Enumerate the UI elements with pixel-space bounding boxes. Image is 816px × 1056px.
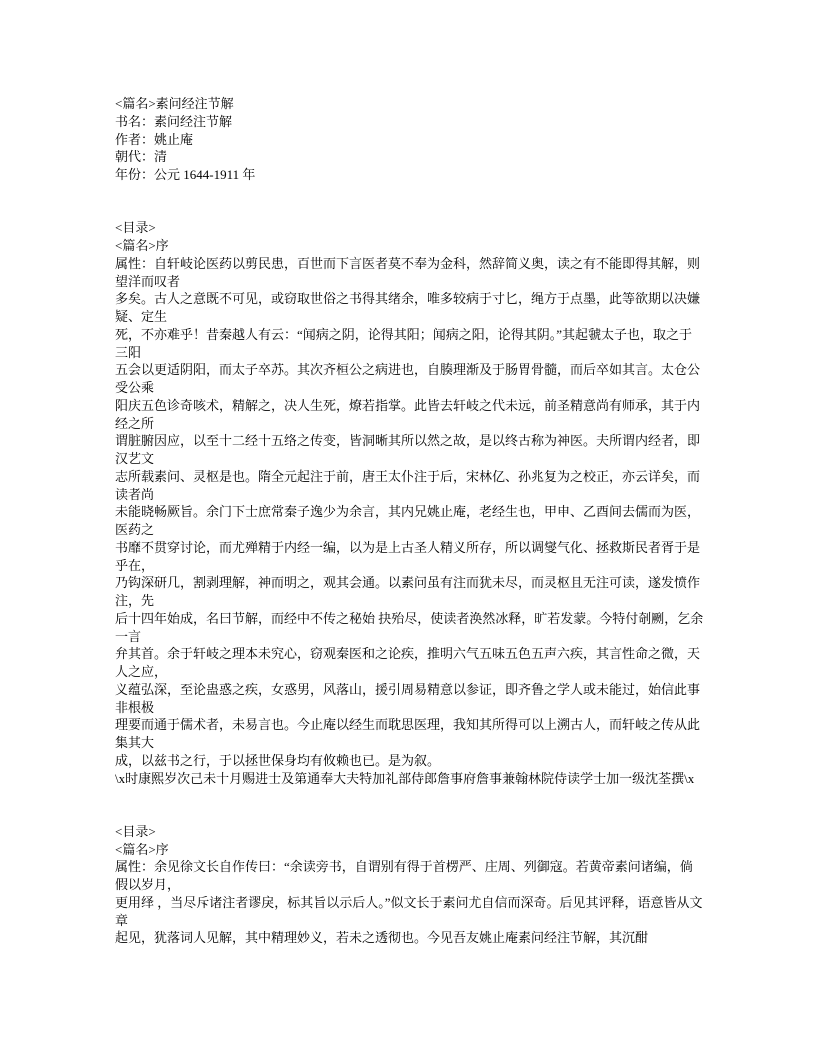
text-line: 朝代：清 bbox=[115, 149, 168, 165]
text-line: 书名：素问经注节解 bbox=[115, 113, 233, 129]
text-line: 更用绎 ，当尽斥诸注者谬戾，标其旨以示后人。”似文长于素问尤自信而深奇。后见其评释，语意皆从文章 bbox=[115, 894, 703, 928]
text-line: 乃钩深研几，割剥理解，神而明之，观其会通。以素问虽有注而犹未尽，而灵枢且无注可读，遂发愤作注，先 bbox=[115, 575, 701, 608]
text-line: 作者：姚止庵 bbox=[115, 131, 194, 147]
text-line: 死，不亦难乎！昔秦越人有云：“闻病之阴，论得其阳；闻病之阳，论得其阴。”其起虢太子也，取之于三阳 bbox=[115, 326, 693, 360]
text-line: 成，以兹书之行，于以拯世保身均有攸赖也已。是为叙。 bbox=[115, 752, 441, 768]
text-line: <篇名>素问经注节解 bbox=[115, 96, 234, 111]
text-line: 书靡不贯穿讨论，而尤殚精于内经一编，以为是上古圣人精义所存，所以调燮气化、拯救斯民者胥于是乎在， bbox=[115, 539, 701, 573]
text-line bbox=[115, 184, 704, 202]
text-line bbox=[115, 202, 704, 220]
text-line: 阳庆五色诊奇咳术，精解之，决人生死，燎若指掌。此皆去轩岐之代未远，前圣精意尚有师承，其于内经之所 bbox=[115, 397, 701, 431]
text-line: \x时康熙岁次己未十月赐进士及第通奉大夫特加礼部侍郎詹事府詹事兼翰林院侍读学士加一级沈荃撰\x bbox=[115, 770, 695, 786]
text-line bbox=[115, 805, 704, 823]
text-line bbox=[115, 787, 704, 805]
text-line: 属性：余见徐文长自作传曰：“余读旁书，自谓别有得于首楞严、庄周、列御寇。若黄帝素问诸编，倘假以岁月， bbox=[115, 859, 693, 892]
text-line: 志所载素问、灵枢是也。隋全元起注于前，唐王太仆注于后，宋林亿、孙兆复为之校正，亦云详矣，而读者尚 bbox=[115, 468, 701, 502]
text-line: 弁其首。余于轩岐之理本未究心，窃观秦医和之论疾，推明六气五味五色五声六疾，其言性命之微，天人之应， bbox=[115, 646, 701, 679]
text-line: 多矣。古人之意既不可见，或窃取世俗之书得其绪余，唯多较病于寸匕，绳方于点墨，此等欲期以决嫌疑、定生 bbox=[115, 291, 701, 324]
text-line: <目录> bbox=[115, 823, 156, 839]
text-block bbox=[115, 95, 704, 947]
text-line: 理要而通于儒术者，未易言也。今止庵以经生而耽思医理，我知其所得可以上溯古人，而轩岐之传从此集其大 bbox=[115, 717, 701, 750]
text-line: <篇名>序 bbox=[115, 841, 169, 857]
text-line: 后十四年始成，名曰节解，而经中不传之秘始 抉殆尽，使读者涣然冰释，旷若发蒙。今特付剞劂，乞余一言 bbox=[115, 610, 704, 644]
text-line: <目录> bbox=[115, 220, 156, 236]
text-line: 属性：自轩岐论医药以剪民患，百世而下言医者莫不奉为金科，然辞简义奥，读之有不能即得其解，则望洋而叹者 bbox=[115, 255, 701, 289]
text-line: 谓脏腑因应，以至十二经十五络之传变，皆洞晰其所以然之故，是以终古称为神医。夫所谓内经者，即汉艺文 bbox=[115, 433, 701, 466]
text-line: 年份：公元 1644-1911 年 bbox=[115, 167, 256, 182]
text-line: 起见，犹落词人见解，其中精理妙义，若未之透彻也。今见吾友姚止庵素问经注节解，其沉酣 bbox=[115, 930, 649, 946]
text-line: 五会以更适阴阳，而太子卒苏。其次齐桓公之病进也，自腠理渐及于肠胃骨髓，而后卒如其言。太仓公受公乘 bbox=[115, 362, 701, 395]
text-line: <篇名>序 bbox=[115, 238, 169, 253]
text-line: 未能晓畅厥旨。余门下士庶常秦子逸少为余言，其内兄姚止庵，老经生也，甲申、乙酉间去儒而为医，医药之 bbox=[115, 504, 701, 537]
text-line: 义蕴弘深，至论蛊惑之疾，女惑男，风落山，援引周易精意以参证，即齐鲁之学人或未能过，始信此事非根极 bbox=[115, 681, 701, 715]
